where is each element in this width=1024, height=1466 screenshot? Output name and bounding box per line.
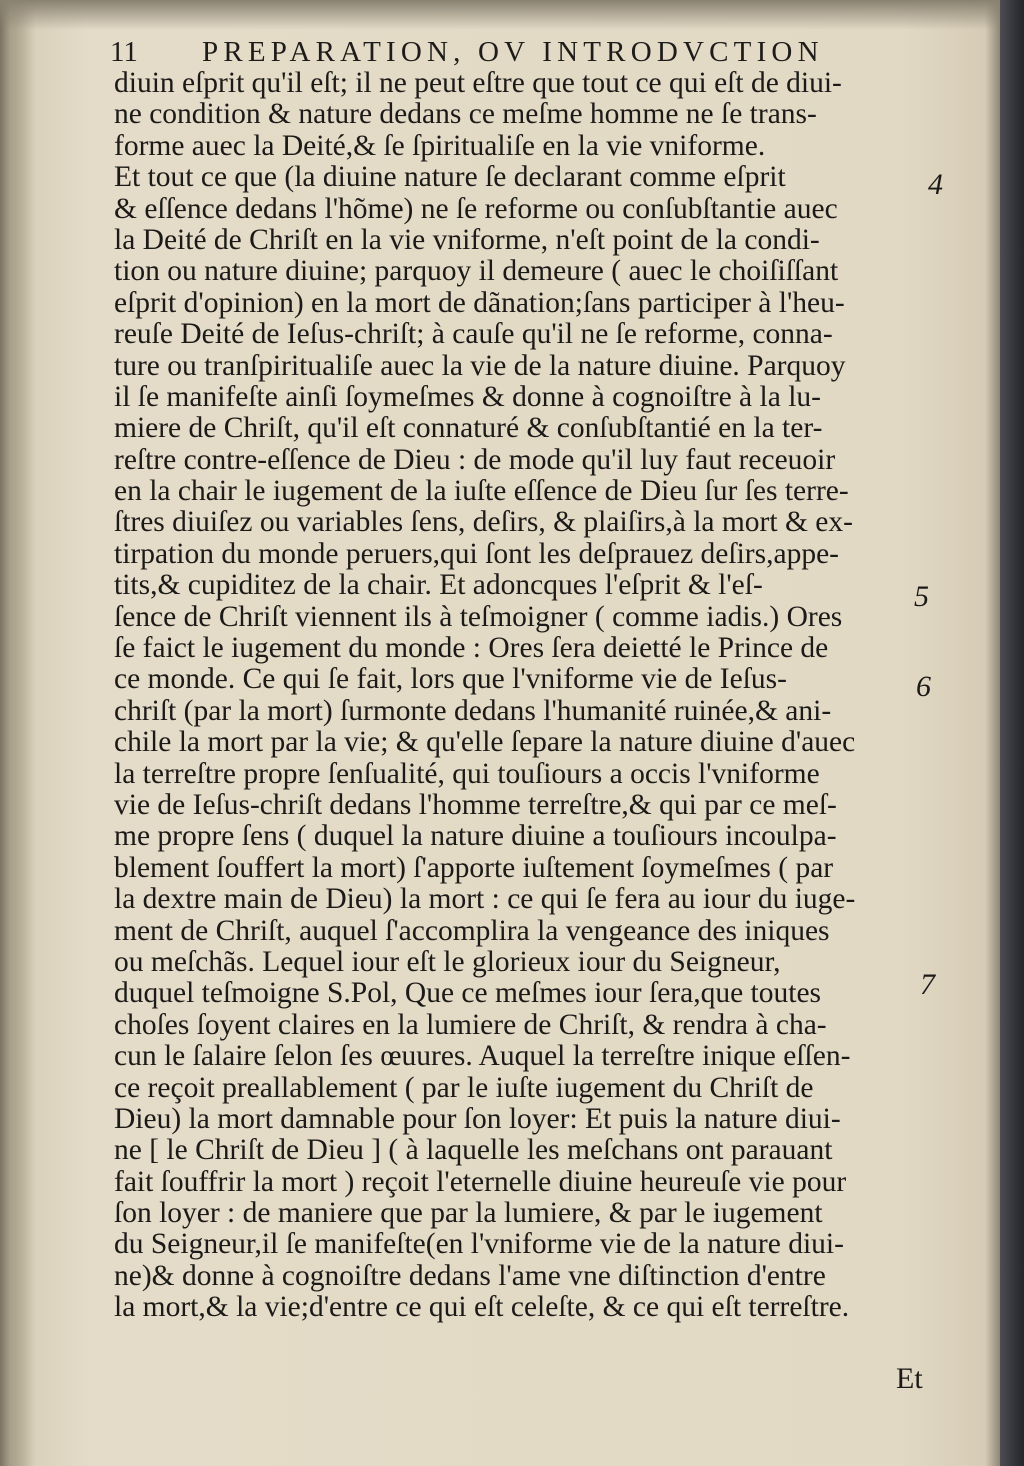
text-line: miere de Chriſt, qu'il eſt connaturé & conſubſtantié en la ter- — [114, 412, 823, 445]
text-line: la dextre main de Dieu) la mort : ce qui ſe fera au iour du iuge- — [114, 883, 856, 916]
text-line: ſe faict le iugement du monde : Ores ſera deietté le Prince de — [114, 632, 829, 665]
text-line: duquel teſmoigne S.Pol, Que ce meſmes iour ſera,que toutes — [114, 977, 822, 1010]
text-line: tits,& cupiditez de la chair. Et adoncques l'eſprit & l'eſ- — [114, 569, 763, 602]
margin-verse-number: 7 — [920, 968, 935, 1001]
text-line: diuin eſprit qu'il eſt; il ne peut eſtre que tout ce qui eſt de diui- — [114, 67, 842, 99]
text-line: ne condition & nature dedans ce meſme homme ne ſe trans- — [114, 98, 817, 131]
text-line: ce reçoit preallablement ( par le iuſte iugement du Chriſt de — [114, 1071, 814, 1104]
text-line: fait ſouffrir la mort ) reçoit l'eternelle diuine heureuſe vie pour — [114, 1165, 847, 1198]
margin-verse-number: 4 — [928, 168, 943, 201]
text-line: la Deité de Chriſt en la vie vniforme, n'eſt point de la condi- — [114, 223, 820, 256]
text-line: cun le ſalaire ſelon ſes œuures. Auquel la terreſtre inique eſſen- — [114, 1040, 851, 1073]
text-line: Dieu) la mort damnable pour ſon loyer: Et puis la nature diui- — [114, 1102, 841, 1135]
text-line: ce monde. Ce qui ſe fait, lors que l'vniforme vie de Ieſus- — [114, 663, 787, 696]
running-title: PREPARATION, OV INTRODVCTION — [202, 36, 824, 68]
text-line: ſon loyer : de maniere que par la lumiere, & par le iugement — [114, 1197, 823, 1230]
text-line: en la chair le iugement de la iuſte eſſence de Dieu ſur ſes terre- — [114, 475, 849, 508]
text-line: vie de Ieſus-chriſt dedans l'homme terreſtre,& qui par ce meſ- — [114, 788, 837, 821]
text-line: & eſſence dedans l'hõme) ne ſe reforme ou conſubſtantie auec — [114, 192, 838, 225]
catchword: Et — [896, 1362, 923, 1395]
text-line: forme auec la Deité,& ſe ſpiritualiſe en la vie vniforme. — [114, 129, 766, 162]
text-line: ou meſchãs. Lequel iour eſt le glorieux iour du Seigneur, — [114, 945, 781, 978]
text-line: ſtres diuiſez ou variables ſens, deſirs, & plaiſirs,à la mort & ex- — [114, 506, 853, 539]
body-text — [114, 68, 914, 1324]
text-line: ſence de Chriſt viennent ils à teſmoigner ( comme iadis.) Ores — [114, 600, 843, 633]
margin-verse-number: 6 — [916, 670, 931, 703]
text-line: il ſe manifeſte ainſi ſoymeſmes & donne à cognoiſtre à la lu- — [114, 380, 821, 413]
text-line: ment de Chriſt, auquel ſ'accomplira la vengeance des iniques — [114, 914, 830, 947]
text-line: ture ou tranſpiritualiſe auec la vie de la nature diuine. Parquoy — [114, 349, 846, 382]
text-line: me propre ſens ( duquel la nature diuine a touſiours incoulpa- — [114, 820, 837, 853]
text-line: tirpation du monde peruers,qui ſont les deſprauez deſirs,appe- — [114, 537, 839, 570]
text-line: eſprit d'opinion) en la mort de dãnation;ſans participer à l'heu- — [114, 286, 845, 319]
text-line: reuſe Deité de Ieſus-chriſt; à cauſe qu'il ne ſe reforme, conna- — [114, 318, 833, 351]
text-line: chriſt (par la mort) ſurmonte dedans l'humanité ruinée,& ani- — [114, 694, 832, 727]
margin-verse-number: 5 — [914, 580, 929, 613]
adjacent-page-edge — [1000, 0, 1024, 1466]
text-line: ne [ le Chriſt de Dieu ] ( à laquelle les meſchans ont parauant — [114, 1134, 833, 1167]
text-line: choſes ſoyent claires en la lumiere de Chriſt, & rendra à cha- — [114, 1008, 827, 1041]
text-line: tion ou nature diuine; parquoy il demeure ( auec le choiſiſſant — [114, 255, 839, 288]
gutter-shadow — [0, 0, 36, 1466]
text-line: du Seigneur,il ſe manifeſte(en l'vniforme vie de la nature diui- — [114, 1228, 844, 1261]
text-line: chile la mort par la vie; & qu'elle ſepare la nature diuine d'auec — [114, 726, 856, 759]
text-line: la mort,& la vie;d'entre ce qui eſt celeſte, & ce qui eſt terreſtre. — [114, 1291, 850, 1324]
text-line: reſtre contre-eſſence de Dieu : de mode qu'il luy faut receuoir — [114, 443, 836, 476]
text-line: blement ſouffert la mort) ſ'apporte iuſtement ſoymeſmes ( par — [114, 851, 834, 884]
text-line: ne)& donne à cognoiſtre dedans l'ame vne diſtinction d'entre — [114, 1259, 826, 1292]
page-number: 11 — [110, 36, 138, 68]
text-line: Et tout ce que (la diuine nature ſe declarant comme eſprit — [114, 161, 786, 194]
text-line: la terreſtre propre ſenſualité, qui touſiours a occis l'vniforme — [114, 757, 820, 790]
top-edge-shadow — [0, 0, 1000, 30]
